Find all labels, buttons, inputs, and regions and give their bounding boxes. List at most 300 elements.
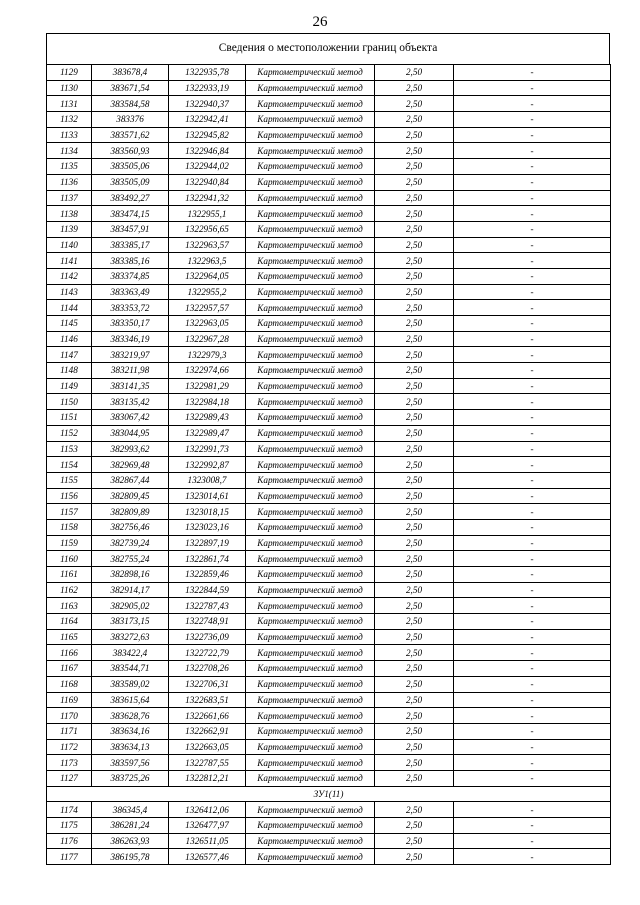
y-coordinate-cell: 1322940,37 bbox=[169, 96, 246, 112]
y-coordinate-cell: 1322946,84 bbox=[169, 143, 246, 159]
description-cell: - bbox=[454, 143, 611, 159]
accuracy-cell: 2,50 bbox=[375, 347, 454, 363]
description-cell: - bbox=[454, 394, 611, 410]
y-coordinate-cell: 1322897,19 bbox=[169, 535, 246, 551]
x-coordinate-cell: 383474,15 bbox=[92, 206, 169, 222]
method-cell: Картометрический метод bbox=[246, 143, 375, 159]
accuracy-cell: 2,50 bbox=[375, 645, 454, 661]
description-cell: - bbox=[454, 96, 611, 112]
method-cell: Картометрический метод bbox=[246, 676, 375, 692]
description-cell: - bbox=[454, 410, 611, 426]
point-number-cell: 1155 bbox=[47, 472, 92, 488]
accuracy-cell: 2,50 bbox=[375, 96, 454, 112]
accuracy-cell: 2,50 bbox=[375, 441, 454, 457]
table-row bbox=[47, 661, 611, 677]
accuracy-cell: 2,50 bbox=[375, 410, 454, 426]
table-row bbox=[47, 441, 611, 457]
x-coordinate-cell: 382809,89 bbox=[92, 504, 169, 520]
accuracy-cell: 2,50 bbox=[375, 80, 454, 96]
description-cell: - bbox=[454, 347, 611, 363]
x-coordinate-cell: 383560,93 bbox=[92, 143, 169, 159]
x-coordinate-cell: 383067,42 bbox=[92, 410, 169, 426]
table-row bbox=[47, 159, 611, 175]
table-row bbox=[47, 614, 611, 630]
description-cell: - bbox=[454, 692, 611, 708]
x-coordinate-cell: 383219,97 bbox=[92, 347, 169, 363]
point-number-cell: 1153 bbox=[47, 441, 92, 457]
description-cell: - bbox=[454, 190, 611, 206]
y-coordinate-cell: 1322964,05 bbox=[169, 268, 246, 284]
point-number-cell: 1169 bbox=[47, 692, 92, 708]
description-cell: - bbox=[454, 112, 611, 128]
description-cell: - bbox=[454, 65, 611, 81]
table-body bbox=[47, 65, 611, 865]
description-cell: - bbox=[454, 441, 611, 457]
x-coordinate-cell: 383634,13 bbox=[92, 739, 169, 755]
table-row bbox=[47, 363, 611, 379]
point-number-cell: 1146 bbox=[47, 331, 92, 347]
y-coordinate-cell: 1322787,55 bbox=[169, 755, 246, 771]
method-cell: Картометрический метод bbox=[246, 849, 375, 865]
point-number-cell: 1127 bbox=[47, 770, 92, 786]
point-number-cell: 1171 bbox=[47, 723, 92, 739]
description-cell: - bbox=[454, 833, 611, 849]
accuracy-cell: 2,50 bbox=[375, 253, 454, 269]
accuracy-cell: 2,50 bbox=[375, 425, 454, 441]
table-row bbox=[47, 127, 611, 143]
accuracy-cell: 2,50 bbox=[375, 770, 454, 786]
x-coordinate-cell: 383615,64 bbox=[92, 692, 169, 708]
point-number-cell: 1144 bbox=[47, 300, 92, 316]
table-title: Сведения о местоположении границ объекта bbox=[46, 33, 610, 64]
method-cell: Картометрический метод bbox=[246, 708, 375, 724]
table-row bbox=[47, 723, 611, 739]
method-cell: Картометрический метод bbox=[246, 567, 375, 583]
y-coordinate-cell: 1322933,19 bbox=[169, 80, 246, 96]
y-coordinate-cell: 1322708,26 bbox=[169, 661, 246, 677]
point-number-cell: 1163 bbox=[47, 598, 92, 614]
x-coordinate-cell: 383385,17 bbox=[92, 237, 169, 253]
point-number-cell: 1134 bbox=[47, 143, 92, 159]
description-cell: - bbox=[454, 723, 611, 739]
table-row bbox=[47, 206, 611, 222]
table-row bbox=[47, 112, 611, 128]
y-coordinate-cell: 1322722,79 bbox=[169, 645, 246, 661]
method-cell: Картометрический метод bbox=[246, 174, 375, 190]
point-number-cell: 1142 bbox=[47, 268, 92, 284]
point-number-cell: 1157 bbox=[47, 504, 92, 520]
point-number-cell: 1162 bbox=[47, 582, 92, 598]
table-row bbox=[47, 770, 611, 786]
point-number-cell: 1133 bbox=[47, 127, 92, 143]
x-coordinate-cell: 383505,06 bbox=[92, 159, 169, 175]
y-coordinate-cell: 1326511,05 bbox=[169, 833, 246, 849]
accuracy-cell: 2,50 bbox=[375, 363, 454, 379]
accuracy-cell: 2,50 bbox=[375, 300, 454, 316]
method-cell: Картометрический метод bbox=[246, 300, 375, 316]
point-number-cell: 1141 bbox=[47, 253, 92, 269]
point-number-cell: 1170 bbox=[47, 708, 92, 724]
accuracy-cell: 2,50 bbox=[375, 378, 454, 394]
y-coordinate-cell: 1322963,05 bbox=[169, 316, 246, 332]
x-coordinate-cell: 383346,19 bbox=[92, 331, 169, 347]
method-cell: Картометрический метод bbox=[246, 770, 375, 786]
x-coordinate-cell: 383363,49 bbox=[92, 284, 169, 300]
method-cell: Картометрический метод bbox=[246, 818, 375, 834]
description-cell: - bbox=[454, 363, 611, 379]
x-coordinate-cell: 383457,91 bbox=[92, 221, 169, 237]
point-number-cell: 1136 bbox=[47, 174, 92, 190]
x-coordinate-cell: 383584,58 bbox=[92, 96, 169, 112]
x-coordinate-cell: 382756,46 bbox=[92, 519, 169, 535]
method-cell: Картометрический метод bbox=[246, 598, 375, 614]
method-cell: Картометрический метод bbox=[246, 833, 375, 849]
method-cell: Картометрический метод bbox=[246, 127, 375, 143]
description-cell: - bbox=[454, 598, 611, 614]
description-cell: - bbox=[454, 457, 611, 473]
point-number-cell: 1149 bbox=[47, 378, 92, 394]
accuracy-cell: 2,50 bbox=[375, 488, 454, 504]
description-cell: - bbox=[454, 818, 611, 834]
description-cell: - bbox=[454, 253, 611, 269]
accuracy-cell: 2,50 bbox=[375, 190, 454, 206]
point-number-cell: 1137 bbox=[47, 190, 92, 206]
accuracy-cell: 2,50 bbox=[375, 394, 454, 410]
accuracy-cell: 2,50 bbox=[375, 206, 454, 222]
description-cell: - bbox=[454, 331, 611, 347]
x-coordinate-cell: 383376 bbox=[92, 112, 169, 128]
point-number-cell: 1168 bbox=[47, 676, 92, 692]
accuracy-cell: 2,50 bbox=[375, 833, 454, 849]
table-row bbox=[47, 488, 611, 504]
description-cell: - bbox=[454, 661, 611, 677]
y-coordinate-cell: 1322956,65 bbox=[169, 221, 246, 237]
x-coordinate-cell: 383589,02 bbox=[92, 676, 169, 692]
y-coordinate-cell: 1322984,18 bbox=[169, 394, 246, 410]
x-coordinate-cell: 383135,42 bbox=[92, 394, 169, 410]
x-coordinate-cell: 383350,17 bbox=[92, 316, 169, 332]
table-row bbox=[47, 833, 611, 849]
point-number-cell: 1154 bbox=[47, 457, 92, 473]
table-row bbox=[47, 221, 611, 237]
y-coordinate-cell: 1322991,73 bbox=[169, 441, 246, 457]
table-row bbox=[47, 676, 611, 692]
description-cell: - bbox=[454, 849, 611, 865]
description-cell: - bbox=[454, 551, 611, 567]
description-cell: - bbox=[454, 80, 611, 96]
accuracy-cell: 2,50 bbox=[375, 692, 454, 708]
method-cell: Картометрический метод bbox=[246, 316, 375, 332]
method-cell: Картометрический метод bbox=[246, 96, 375, 112]
x-coordinate-cell: 383385,16 bbox=[92, 253, 169, 269]
method-cell: Картометрический метод bbox=[246, 394, 375, 410]
method-cell: Картометрический метод bbox=[246, 112, 375, 128]
y-coordinate-cell: 1323023,16 bbox=[169, 519, 246, 535]
y-coordinate-cell: 1322736,09 bbox=[169, 629, 246, 645]
description-cell: - bbox=[454, 425, 611, 441]
x-coordinate-cell: 386263,93 bbox=[92, 833, 169, 849]
method-cell: Картометрический метод bbox=[246, 457, 375, 473]
y-coordinate-cell: 1322661,66 bbox=[169, 708, 246, 724]
accuracy-cell: 2,50 bbox=[375, 551, 454, 567]
table-row bbox=[47, 96, 611, 112]
x-coordinate-cell: 383374,85 bbox=[92, 268, 169, 284]
table-row bbox=[47, 268, 611, 284]
description-cell: - bbox=[454, 582, 611, 598]
description-cell: - bbox=[454, 802, 611, 818]
point-number-cell: 1165 bbox=[47, 629, 92, 645]
y-coordinate-cell: 1322861,74 bbox=[169, 551, 246, 567]
point-number-cell: 1150 bbox=[47, 394, 92, 410]
point-number-cell: 1173 bbox=[47, 755, 92, 771]
table-row bbox=[47, 551, 611, 567]
x-coordinate-cell: 383505,09 bbox=[92, 174, 169, 190]
x-coordinate-cell: 383044,95 bbox=[92, 425, 169, 441]
method-cell: Картометрический метод bbox=[246, 378, 375, 394]
table-row bbox=[47, 143, 611, 159]
y-coordinate-cell: 1322955,2 bbox=[169, 284, 246, 300]
accuracy-cell: 2,50 bbox=[375, 582, 454, 598]
description-cell: - bbox=[454, 645, 611, 661]
x-coordinate-cell: 382739,24 bbox=[92, 535, 169, 551]
y-coordinate-cell: 1322989,43 bbox=[169, 410, 246, 426]
accuracy-cell: 2,50 bbox=[375, 535, 454, 551]
y-coordinate-cell: 1323014,61 bbox=[169, 488, 246, 504]
description-cell: - bbox=[454, 535, 611, 551]
x-coordinate-cell: 383678,4 bbox=[92, 65, 169, 81]
x-coordinate-cell: 383628,76 bbox=[92, 708, 169, 724]
x-coordinate-cell: 383353,72 bbox=[92, 300, 169, 316]
x-coordinate-cell: 382898,16 bbox=[92, 567, 169, 583]
y-coordinate-cell: 1322683,51 bbox=[169, 692, 246, 708]
table-row bbox=[47, 519, 611, 535]
accuracy-cell: 2,50 bbox=[375, 268, 454, 284]
y-coordinate-cell: 1322663,05 bbox=[169, 739, 246, 755]
y-coordinate-cell: 1322662,91 bbox=[169, 723, 246, 739]
y-coordinate-cell: 1322955,1 bbox=[169, 206, 246, 222]
accuracy-cell: 2,50 bbox=[375, 331, 454, 347]
table-row bbox=[47, 567, 611, 583]
method-cell: Картометрический метод bbox=[246, 645, 375, 661]
x-coordinate-cell: 383597,56 bbox=[92, 755, 169, 771]
y-coordinate-cell: 1322941,32 bbox=[169, 190, 246, 206]
y-coordinate-cell: 1322935,78 bbox=[169, 65, 246, 81]
section-row bbox=[47, 786, 611, 802]
accuracy-cell: 2,50 bbox=[375, 237, 454, 253]
table-row bbox=[47, 708, 611, 724]
method-cell: Картометрический метод bbox=[246, 723, 375, 739]
x-coordinate-cell: 386195,78 bbox=[92, 849, 169, 865]
y-coordinate-cell: 1322940,84 bbox=[169, 174, 246, 190]
x-coordinate-cell: 382755,24 bbox=[92, 551, 169, 567]
accuracy-cell: 2,50 bbox=[375, 127, 454, 143]
description-cell: - bbox=[454, 504, 611, 520]
x-coordinate-cell: 383544,71 bbox=[92, 661, 169, 677]
point-number-cell: 1158 bbox=[47, 519, 92, 535]
y-coordinate-cell: 1326412,06 bbox=[169, 802, 246, 818]
method-cell: Картометрический метод bbox=[246, 472, 375, 488]
method-cell: Картометрический метод bbox=[246, 519, 375, 535]
method-cell: Картометрический метод bbox=[246, 253, 375, 269]
description-cell: - bbox=[454, 237, 611, 253]
table-row bbox=[47, 598, 611, 614]
point-number-cell: 1143 bbox=[47, 284, 92, 300]
method-cell: Картометрический метод bbox=[246, 739, 375, 755]
table-row bbox=[47, 253, 611, 269]
accuracy-cell: 2,50 bbox=[375, 112, 454, 128]
accuracy-cell: 2,50 bbox=[375, 504, 454, 520]
table-row bbox=[47, 504, 611, 520]
accuracy-cell: 2,50 bbox=[375, 614, 454, 630]
y-coordinate-cell: 1322957,57 bbox=[169, 300, 246, 316]
table-row bbox=[47, 645, 611, 661]
y-coordinate-cell: 1323008,7 bbox=[169, 472, 246, 488]
y-coordinate-cell: 1322812,21 bbox=[169, 770, 246, 786]
point-number-cell: 1172 bbox=[47, 739, 92, 755]
y-coordinate-cell: 1322963,57 bbox=[169, 237, 246, 253]
method-cell: Картометрический метод bbox=[246, 410, 375, 426]
method-cell: Картометрический метод bbox=[246, 268, 375, 284]
x-coordinate-cell: 383272,63 bbox=[92, 629, 169, 645]
table-row bbox=[47, 190, 611, 206]
y-coordinate-cell: 1322787,43 bbox=[169, 598, 246, 614]
point-number-cell: 1145 bbox=[47, 316, 92, 332]
description-cell: - bbox=[454, 284, 611, 300]
point-number-cell: 1177 bbox=[47, 849, 92, 865]
point-number-cell: 1139 bbox=[47, 221, 92, 237]
description-cell: - bbox=[454, 629, 611, 645]
table-row bbox=[47, 394, 611, 410]
description-cell: - bbox=[454, 676, 611, 692]
table-row bbox=[47, 849, 611, 865]
x-coordinate-cell: 383671,54 bbox=[92, 80, 169, 96]
point-number-cell: 1131 bbox=[47, 96, 92, 112]
accuracy-cell: 2,50 bbox=[375, 755, 454, 771]
y-coordinate-cell: 1322706,31 bbox=[169, 676, 246, 692]
y-coordinate-cell: 1322945,82 bbox=[169, 127, 246, 143]
method-cell: Картометрический метод bbox=[246, 237, 375, 253]
accuracy-cell: 2,50 bbox=[375, 661, 454, 677]
method-cell: Картометрический метод bbox=[246, 661, 375, 677]
accuracy-cell: 2,50 bbox=[375, 739, 454, 755]
x-coordinate-cell: 382914,17 bbox=[92, 582, 169, 598]
accuracy-cell: 2,50 bbox=[375, 143, 454, 159]
table-row bbox=[47, 755, 611, 771]
table-row bbox=[47, 347, 611, 363]
point-number-cell: 1151 bbox=[47, 410, 92, 426]
table-row bbox=[47, 818, 611, 834]
x-coordinate-cell: 383141,35 bbox=[92, 378, 169, 394]
point-number-cell: 1159 bbox=[47, 535, 92, 551]
x-coordinate-cell: 382969,48 bbox=[92, 457, 169, 473]
method-cell: Картометрический метод bbox=[246, 582, 375, 598]
accuracy-cell: 2,50 bbox=[375, 472, 454, 488]
accuracy-cell: 2,50 bbox=[375, 174, 454, 190]
point-number-cell: 1138 bbox=[47, 206, 92, 222]
point-number-cell: 1166 bbox=[47, 645, 92, 661]
point-number-cell: 1167 bbox=[47, 661, 92, 677]
accuracy-cell: 2,50 bbox=[375, 598, 454, 614]
accuracy-cell: 2,50 bbox=[375, 221, 454, 237]
y-coordinate-cell: 1322989,47 bbox=[169, 425, 246, 441]
x-coordinate-cell: 383571,62 bbox=[92, 127, 169, 143]
table-row bbox=[47, 65, 611, 81]
x-coordinate-cell: 383634,16 bbox=[92, 723, 169, 739]
x-coordinate-cell: 383211,98 bbox=[92, 363, 169, 379]
table-row bbox=[47, 629, 611, 645]
method-cell: Картометрический метод bbox=[246, 629, 375, 645]
point-number-cell: 1164 bbox=[47, 614, 92, 630]
y-coordinate-cell: 1322974,66 bbox=[169, 363, 246, 379]
method-cell: Картометрический метод bbox=[246, 614, 375, 630]
accuracy-cell: 2,50 bbox=[375, 676, 454, 692]
table-row bbox=[47, 331, 611, 347]
description-cell: - bbox=[454, 708, 611, 724]
table-row bbox=[47, 457, 611, 473]
method-cell: Картометрический метод bbox=[246, 284, 375, 300]
method-cell: Картометрический метод bbox=[246, 692, 375, 708]
point-number-cell: 1140 bbox=[47, 237, 92, 253]
table-row bbox=[47, 802, 611, 818]
x-coordinate-cell: 383422,4 bbox=[92, 645, 169, 661]
description-cell: - bbox=[454, 488, 611, 504]
table-row bbox=[47, 237, 611, 253]
point-number-cell: 1161 bbox=[47, 567, 92, 583]
y-coordinate-cell: 1322944,02 bbox=[169, 159, 246, 175]
y-coordinate-cell: 1322748,91 bbox=[169, 614, 246, 630]
accuracy-cell: 2,50 bbox=[375, 284, 454, 300]
accuracy-cell: 2,50 bbox=[375, 802, 454, 818]
method-cell: Картометрический метод bbox=[246, 755, 375, 771]
boundary-points-table bbox=[46, 64, 611, 865]
x-coordinate-cell: 386345,4 bbox=[92, 802, 169, 818]
method-cell: Картометрический метод bbox=[246, 802, 375, 818]
table-row bbox=[47, 739, 611, 755]
method-cell: Картометрический метод bbox=[246, 347, 375, 363]
point-number-cell: 1147 bbox=[47, 347, 92, 363]
table-row bbox=[47, 472, 611, 488]
description-cell: - bbox=[454, 378, 611, 394]
y-coordinate-cell: 1322942,41 bbox=[169, 112, 246, 128]
table-row bbox=[47, 582, 611, 598]
description-cell: - bbox=[454, 567, 611, 583]
y-coordinate-cell: 1323018,15 bbox=[169, 504, 246, 520]
table-row bbox=[47, 174, 611, 190]
accuracy-cell: 2,50 bbox=[375, 723, 454, 739]
method-cell: Картометрический метод bbox=[246, 551, 375, 567]
point-number-cell: 1152 bbox=[47, 425, 92, 441]
point-number-cell: 1176 bbox=[47, 833, 92, 849]
y-coordinate-cell: 1322859,46 bbox=[169, 567, 246, 583]
description-cell: - bbox=[454, 472, 611, 488]
x-coordinate-cell: 386281,24 bbox=[92, 818, 169, 834]
y-coordinate-cell: 1322963,5 bbox=[169, 253, 246, 269]
description-cell: - bbox=[454, 300, 611, 316]
point-number-cell: 1160 bbox=[47, 551, 92, 567]
table-row bbox=[47, 410, 611, 426]
method-cell: Картометрический метод bbox=[246, 190, 375, 206]
table-row bbox=[47, 80, 611, 96]
x-coordinate-cell: 383725,26 bbox=[92, 770, 169, 786]
accuracy-cell: 2,50 bbox=[375, 629, 454, 645]
method-cell: Картометрический метод bbox=[246, 80, 375, 96]
accuracy-cell: 2,50 bbox=[375, 316, 454, 332]
point-number-cell: 1129 bbox=[47, 65, 92, 81]
y-coordinate-cell: 1326477,97 bbox=[169, 818, 246, 834]
y-coordinate-cell: 1322844,59 bbox=[169, 582, 246, 598]
description-cell: - bbox=[454, 159, 611, 175]
x-coordinate-cell: 383492,27 bbox=[92, 190, 169, 206]
